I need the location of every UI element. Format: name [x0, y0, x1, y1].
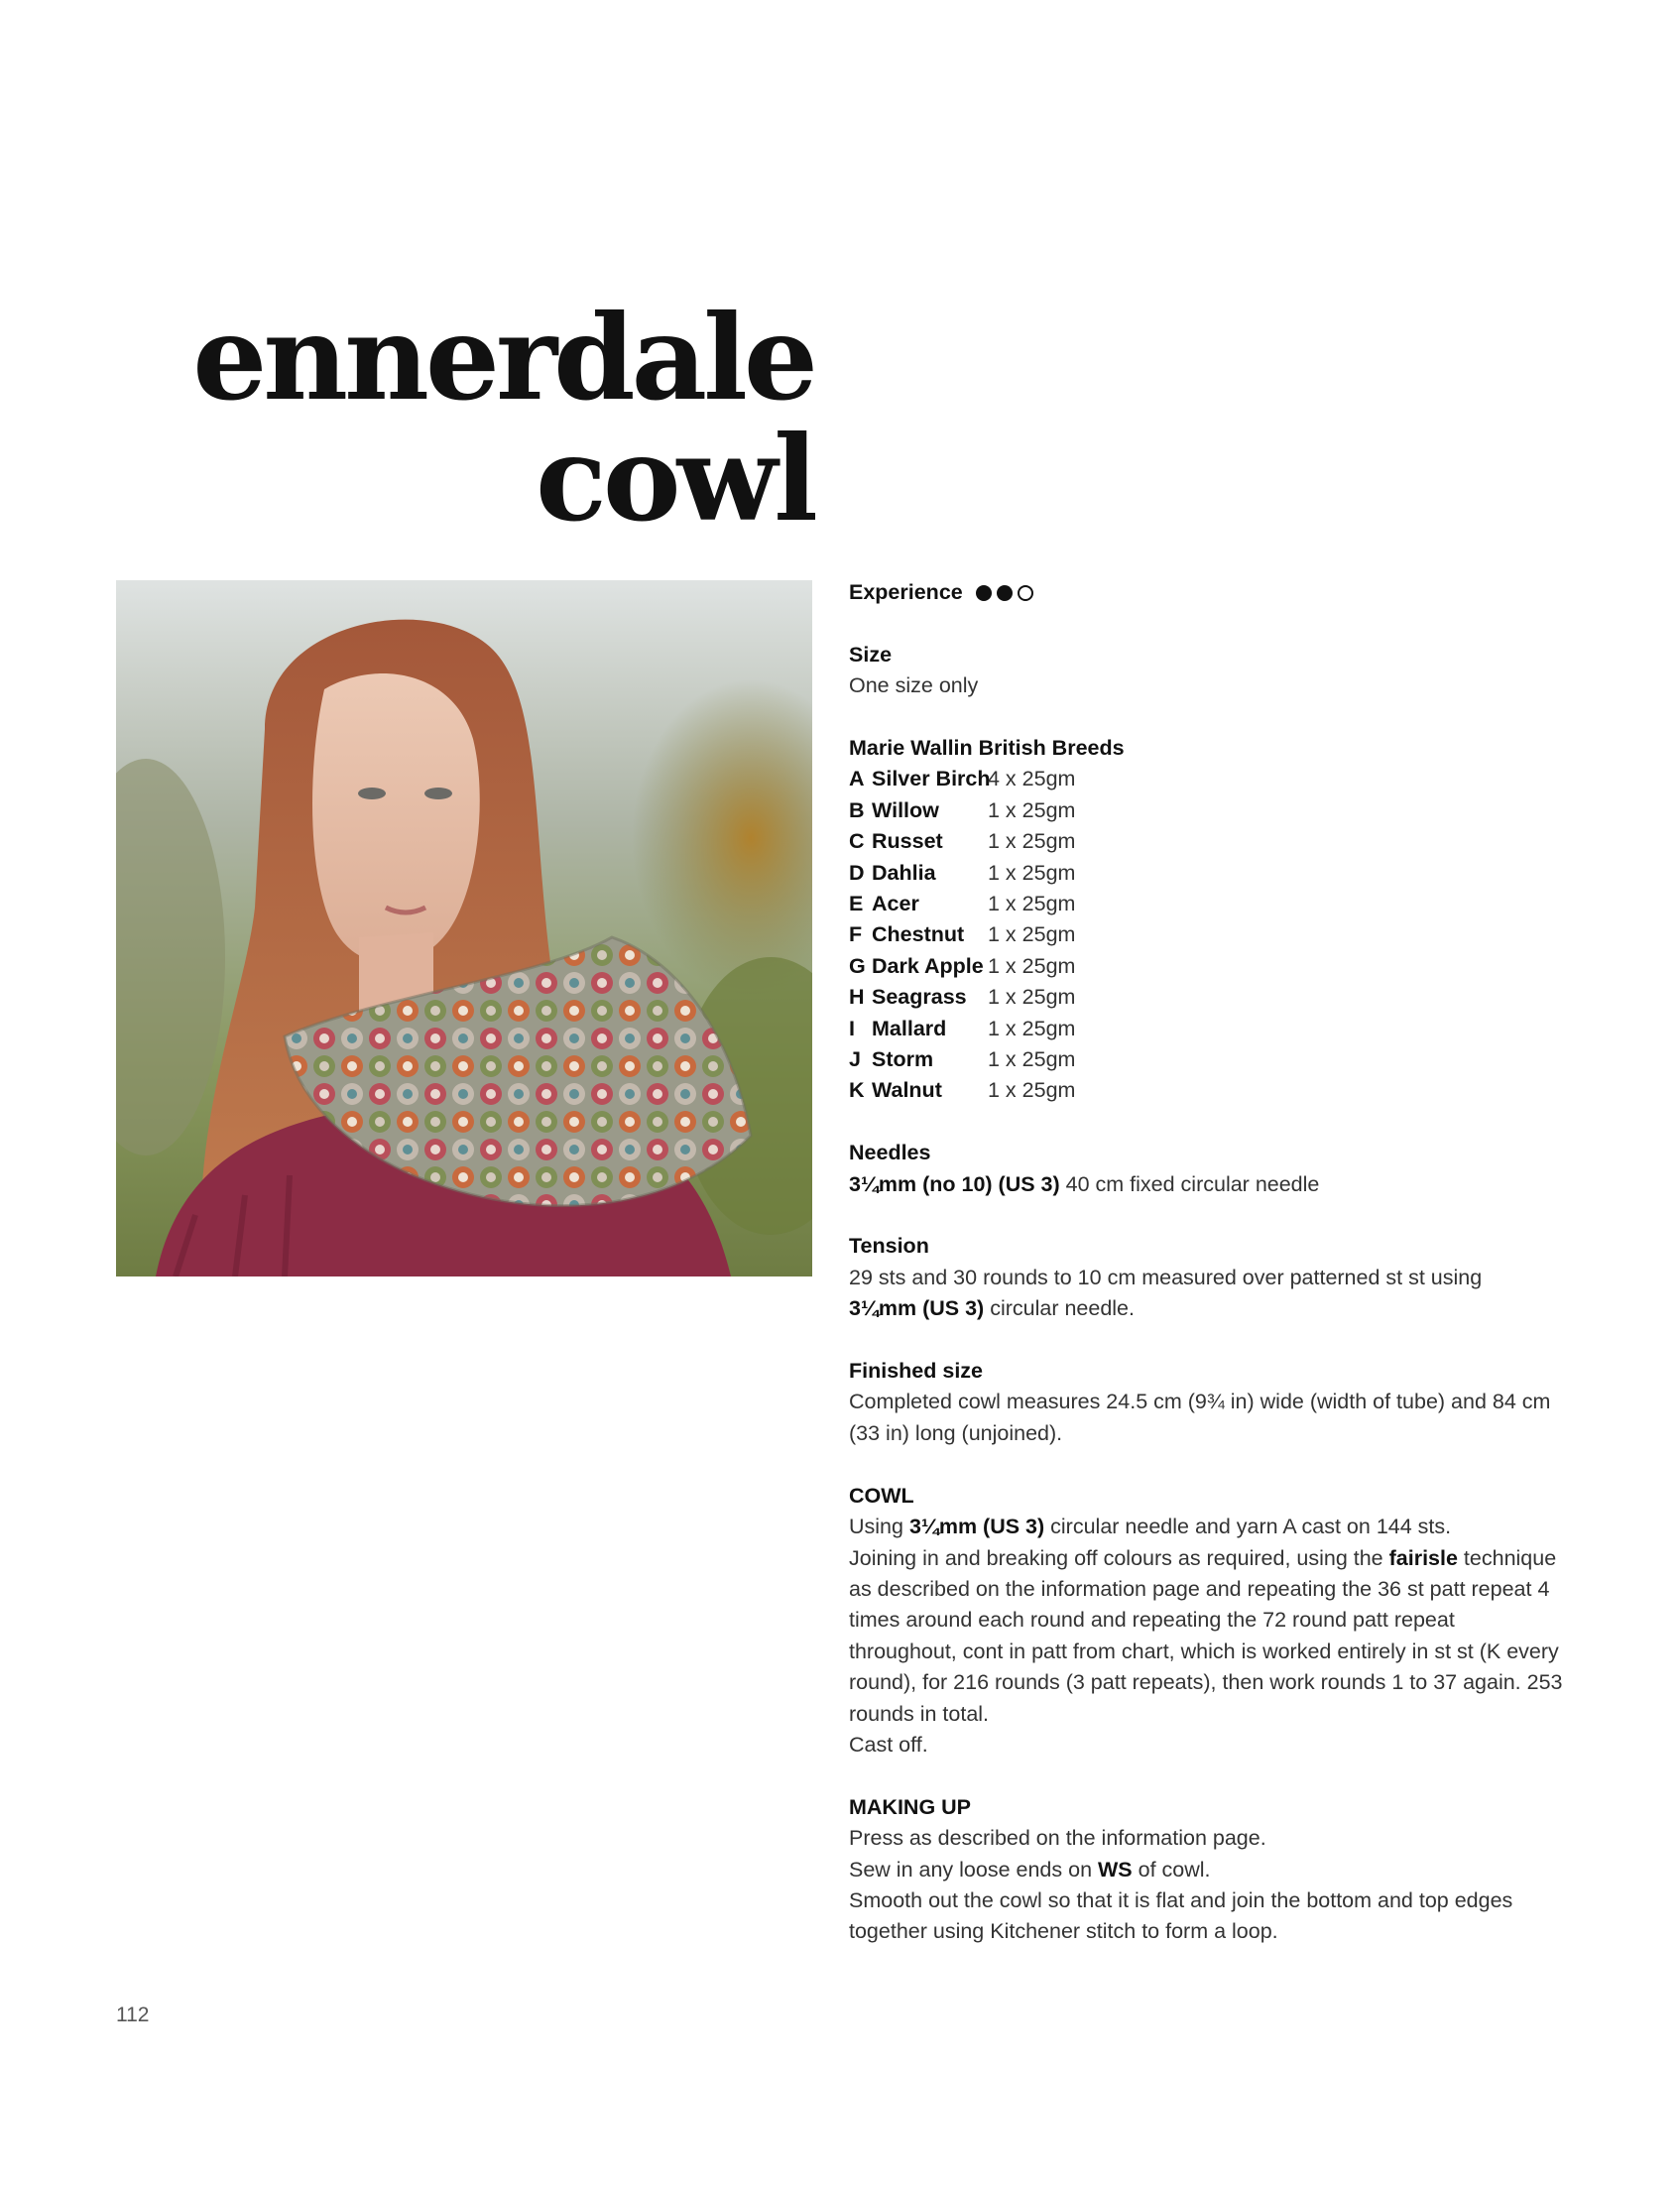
yarn-item — [849, 826, 1563, 857]
title-line-2: cowl — [536, 410, 814, 547]
yarn-quantity: 1 x 25gm — [988, 829, 1076, 854]
yarn-item — [849, 1075, 1563, 1106]
cowl-paragraph-2 — [849, 1543, 1563, 1730]
yarn-quantity: 1 x 25gm — [988, 953, 1076, 978]
yarn-item — [849, 982, 1563, 1013]
title-line-1: ennerdale — [192, 289, 814, 426]
yarn-letter: C — [849, 829, 865, 854]
yarn-name: Dahlia — [872, 860, 936, 885]
yarn-quantity: 1 x 25gm — [988, 860, 1076, 885]
yarn-name: Storm — [872, 1047, 934, 1072]
needles-desc: 40 cm fixed circular needle — [1059, 1171, 1320, 1196]
yarn-letter: F — [849, 922, 863, 947]
yarn-letter: J — [849, 1047, 861, 1072]
yarn-name: Willow — [872, 797, 939, 822]
yarn-letter: A — [849, 767, 865, 791]
yarn-item — [849, 951, 1563, 982]
model-photo — [116, 580, 812, 1276]
making-up-line-2 — [849, 1855, 1563, 1885]
experience-level-icon — [975, 584, 1036, 602]
yarn-quantity: 1 x 25gm — [988, 892, 1076, 916]
tension-line-1: 29 sts and 30 rounds to 10 cm measured over patterned st st using — [849, 1265, 1483, 1289]
yarn-list — [849, 764, 1563, 1106]
yarn-quantity: 1 x 25gm — [988, 1047, 1076, 1072]
yarn-quantity: 1 x 25gm — [988, 1016, 1076, 1040]
yarn-letter: G — [849, 953, 866, 978]
yarn-name: Seagrass — [872, 985, 967, 1010]
cowl-paragraph-1 — [849, 1512, 1563, 1542]
making-up-line-1: Press as described on the information page. — [849, 1826, 1266, 1851]
cowl-p1-needle: 3¼mm (US 3) — [908, 1515, 1045, 1539]
yarn-item — [849, 919, 1563, 950]
yarn-name: Walnut — [872, 1078, 942, 1103]
yarn-item — [849, 764, 1563, 794]
cowl-p1-before: Using — [849, 1515, 909, 1539]
making-up-l2-ws: WS — [1098, 1857, 1133, 1882]
yarn-quantity: 1 x 25gm — [988, 1078, 1076, 1103]
yarn-name: Chestnut — [872, 922, 965, 947]
making-up-l2-after: of cowl. — [1132, 1857, 1211, 1882]
pattern-title — [192, 289, 814, 547]
cowl-p2-before: Joining in and breaking off colours as required, using the — [849, 1545, 1389, 1570]
yarn-letter: E — [849, 892, 864, 916]
yarn-letter: D — [849, 860, 865, 885]
tension-needle-size: 3¼mm (US 3) — [849, 1296, 985, 1321]
finished-size-heading: Finished size — [849, 1359, 984, 1384]
making-up-line-3: Smooth out the cowl so that it is flat and join the bottom and top edges together using Kitchener stitch to form a loop. — [849, 1887, 1513, 1944]
yarn-letter: I — [849, 1016, 855, 1040]
pattern-details — [849, 577, 1563, 1948]
needles-heading: Needles — [849, 1141, 931, 1165]
yarn-quantity: 4 x 25gm — [988, 767, 1076, 791]
yarn-name: Silver Birch — [872, 767, 991, 791]
yarn-item — [849, 795, 1563, 826]
yarn-quantity: 1 x 25gm — [988, 985, 1076, 1010]
yarn-name: Russet — [872, 829, 943, 854]
yarn-quantity: 1 x 25gm — [988, 797, 1076, 822]
yarn-name: Acer — [872, 892, 919, 916]
yarn-name: Dark Apple — [872, 953, 984, 978]
yarn-item — [849, 889, 1563, 919]
tension-line-2 — [849, 1293, 1563, 1324]
needles-text — [849, 1169, 1563, 1200]
size-value: One size only — [849, 673, 979, 698]
tension-heading: Tension — [849, 1234, 929, 1259]
yarn-letter: H — [849, 985, 865, 1010]
cowl-p2-after: technique as described on the information page and repeating the 36 st patt repeat 4 times around each round and repeating the 72 round patt repeat throughout, cont in patt from chart, which is worked entirely in st st (K every round), for 216 rounds (3 patt repeats), then work rounds 1 to 37 again. 253 rounds in total. — [849, 1545, 1563, 1726]
yarn-quantity: 1 x 25gm — [988, 922, 1076, 947]
yarn-item — [849, 858, 1563, 889]
yarn-letter: K — [849, 1078, 865, 1103]
needles-size: 3¼mm (no 10) (US 3) — [849, 1171, 1060, 1196]
page-number: 112 — [116, 2004, 150, 2026]
tension-line-2-rest: circular needle. — [984, 1296, 1135, 1321]
cowl-p2-technique: fairisle — [1388, 1545, 1458, 1570]
size-heading: Size — [849, 642, 893, 667]
yarn-letter: B — [849, 797, 865, 822]
cowl-heading: COWL — [849, 1483, 914, 1508]
making-up-l2-before: Sew in any loose ends on — [849, 1857, 1098, 1882]
experience-label: Experience — [849, 580, 963, 604]
cowl-paragraph-3: Cast off. — [849, 1732, 928, 1757]
yarn-heading: Marie Wallin British Breeds — [849, 736, 1125, 760]
finished-size-text: Completed cowl measures 24.5 cm (9¾ in) wide (width of tube) and 84 cm (33 in) long (unjoined). — [849, 1390, 1551, 1445]
yarn-name: Mallard — [872, 1016, 947, 1040]
yarn-item — [849, 1014, 1563, 1044]
cowl-p1-after: circular needle and yarn A cast on 144 sts. — [1044, 1515, 1452, 1539]
experience-row — [849, 577, 1563, 608]
yarn-item — [849, 1044, 1563, 1075]
making-up-heading: MAKING UP — [849, 1794, 972, 1819]
